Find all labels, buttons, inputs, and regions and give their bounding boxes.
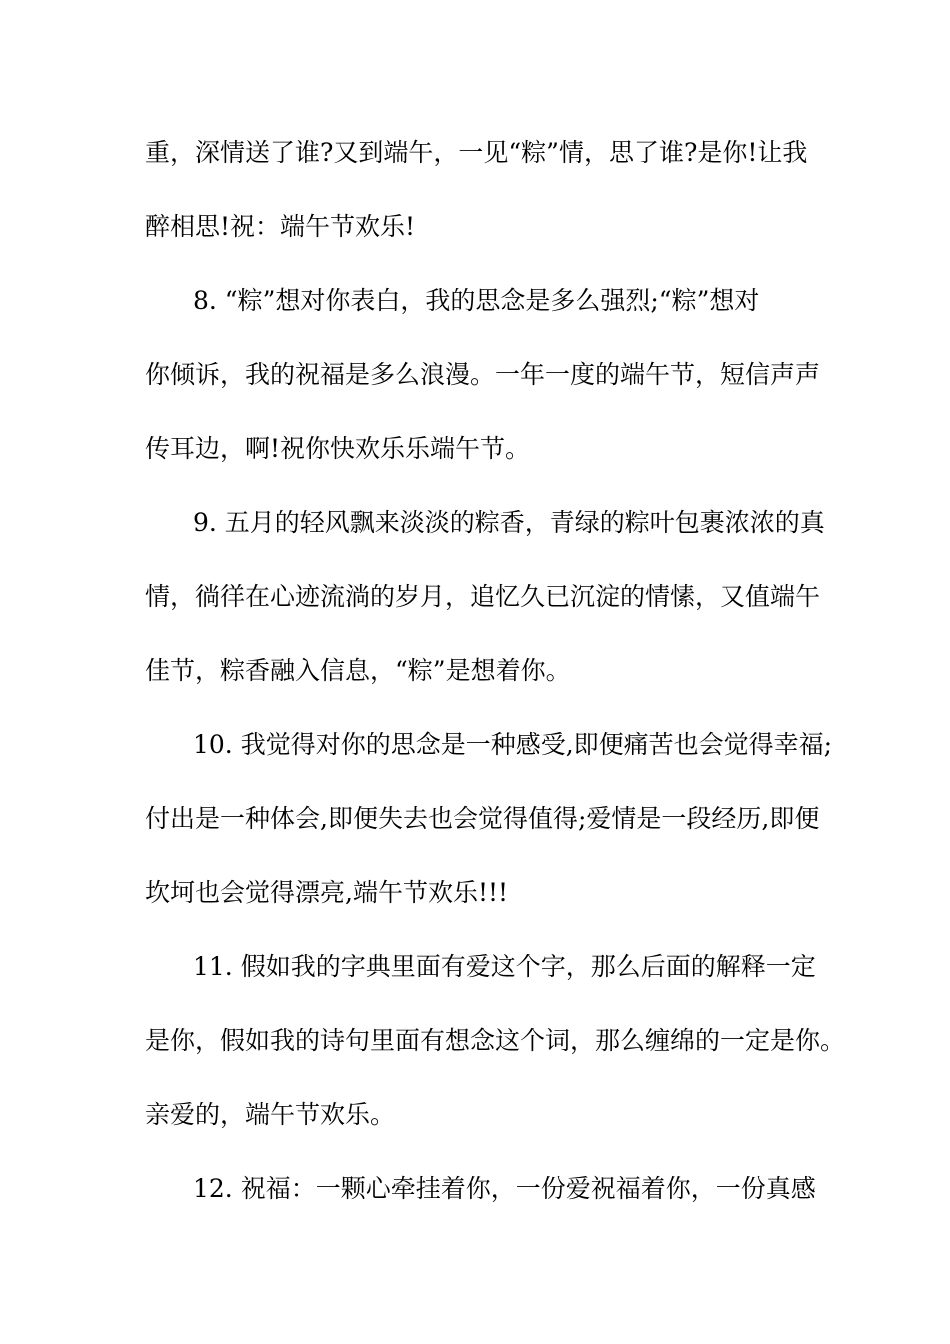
list-item-12-line: 12. 祝福：一颗心牵挂着你，一份爱祝福着你，一份真感 <box>193 1174 816 1203</box>
list-item-9-line: 9. 五月的轻风飘来淡淡的粽香，青绿的粽叶包裹浓浓的真 <box>193 508 825 537</box>
text-line: 情，徜徉在心迹流淌的岁月，追忆久已沉淀的情愫，又值端午 <box>145 582 821 611</box>
list-item-11-line: 11. 假如我的字典里面有爱这个字，那么后面的解释一定 <box>193 952 816 981</box>
text-line: 坎坷也会觉得漂亮,端午节欢乐!!! <box>145 878 509 907</box>
text-line: 付出是一种体会,即便失去也会觉得值得;爱情是一段经历,即便 <box>145 804 820 833</box>
text-line: 是你，假如我的诗句里面有想念这个词，那么缠绵的一定是你。 <box>145 1026 846 1055</box>
text-line: 重，深情送了谁?又到端午，一见“粽”情，思了谁?是你!让我 <box>145 138 808 167</box>
text-line: 你倾诉，我的祝福是多么浪漫。一年一度的端午节，短信声声 <box>145 360 821 389</box>
text-line: 亲爱的，端午节欢乐。 <box>145 1100 396 1129</box>
text-line: 佳节，粽香融入信息，“粽”是想着你。 <box>145 656 571 685</box>
list-item-8-line: 8. “粽”想对你表白，我的思念是多么强烈;“粽”想对 <box>193 286 760 315</box>
text-line: 醉相思!祝：端午节欢乐! <box>145 212 416 241</box>
text-line: 传耳边，啊!祝你快欢乐乐端午节。 <box>145 434 531 463</box>
list-item-10-line: 10. 我觉得对你的思念是一种感受,即便痛苦也会觉得幸福; <box>193 730 833 759</box>
